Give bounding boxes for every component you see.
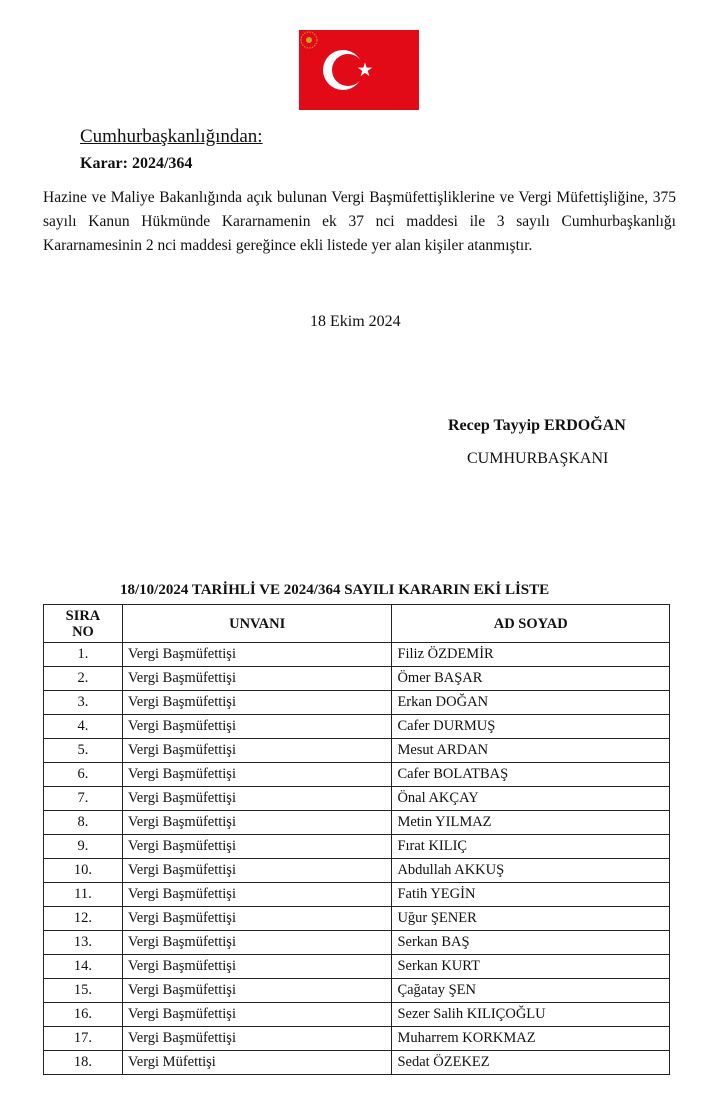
row-number: 17. bbox=[44, 1027, 123, 1051]
row-name: Çağatay ŞEN bbox=[392, 979, 670, 1003]
row-name: Abdullah AKKUŞ bbox=[392, 859, 670, 883]
row-name: Muharrem KORKMAZ bbox=[392, 1027, 670, 1051]
row-number: 4. bbox=[44, 715, 123, 739]
row-number: 5. bbox=[44, 739, 123, 763]
row-name: Fatih YEGİN bbox=[392, 883, 670, 907]
row-number: 3. bbox=[44, 691, 123, 715]
row-name: Önal AKÇAY bbox=[392, 787, 670, 811]
row-name: Sedat ÖZEKEZ bbox=[392, 1051, 670, 1075]
row-title: Vergi Başmüfettişi bbox=[122, 835, 392, 859]
row-number: 8. bbox=[44, 811, 123, 835]
row-title: Vergi Başmüfettişi bbox=[122, 787, 392, 811]
row-name: Sezer Salih KILIÇOĞLU bbox=[392, 1003, 670, 1027]
row-number: 1. bbox=[44, 643, 123, 667]
row-number: 7. bbox=[44, 787, 123, 811]
table-row bbox=[44, 859, 670, 883]
decree-date: 18 Ekim 2024 bbox=[310, 313, 401, 330]
appointment-table bbox=[43, 604, 670, 1075]
table-row bbox=[44, 979, 670, 1003]
signer-name: Recep Tayyip ERDOĞAN bbox=[448, 417, 626, 434]
row-name: Erkan DOĞAN bbox=[392, 691, 670, 715]
row-number: 14. bbox=[44, 955, 123, 979]
row-title: Vergi Başmüfettişi bbox=[122, 955, 392, 979]
table-row bbox=[44, 739, 670, 763]
row-name: Serkan BAŞ bbox=[392, 931, 670, 955]
table-row bbox=[44, 715, 670, 739]
row-number: 16. bbox=[44, 1003, 123, 1027]
table-row bbox=[44, 1051, 670, 1075]
issuer-heading: Cumhurbaşkanlığından: bbox=[80, 126, 263, 147]
table-row bbox=[44, 1003, 670, 1027]
row-name: Uğur ŞENER bbox=[392, 907, 670, 931]
row-number: 13. bbox=[44, 931, 123, 955]
table-row bbox=[44, 643, 670, 667]
row-title: Vergi Başmüfettişi bbox=[122, 1027, 392, 1051]
row-number: 6. bbox=[44, 763, 123, 787]
row-number: 15. bbox=[44, 979, 123, 1003]
row-title: Vergi Başmüfettişi bbox=[122, 859, 392, 883]
row-number: 12. bbox=[44, 907, 123, 931]
row-name: Cafer BOLATBAŞ bbox=[392, 763, 670, 787]
row-title: Vergi Başmüfettişi bbox=[122, 931, 392, 955]
row-number: 10. bbox=[44, 859, 123, 883]
table-header-row bbox=[44, 605, 670, 643]
row-number: 9. bbox=[44, 835, 123, 859]
column-header-name: AD SOYAD bbox=[392, 605, 670, 643]
row-title: Vergi Başmüfettişi bbox=[122, 667, 392, 691]
row-title: Vergi Başmüfettişi bbox=[122, 907, 392, 931]
table-row bbox=[44, 691, 670, 715]
row-title: Vergi Başmüfettişi bbox=[122, 811, 392, 835]
row-name: Filiz ÖZDEMİR bbox=[392, 643, 670, 667]
row-title: Vergi Başmüfettişi bbox=[122, 739, 392, 763]
row-name: Fırat KILIÇ bbox=[392, 835, 670, 859]
row-title: Vergi Başmüfettişi bbox=[122, 979, 392, 1003]
row-name: Mesut ARDAN bbox=[392, 739, 670, 763]
table-row bbox=[44, 667, 670, 691]
row-name: Metin YILMAZ bbox=[392, 811, 670, 835]
annex-list-title: 18/10/2024 TARİHLİ VE 2024/364 SAYILI KARARIN EKİ LİSTE bbox=[120, 582, 550, 598]
row-number: 2. bbox=[44, 667, 123, 691]
row-title: Vergi Başmüfettişi bbox=[122, 643, 392, 667]
decree-number: Karar: 2024/364 bbox=[80, 155, 193, 172]
row-title: Vergi Başmüfettişi bbox=[122, 715, 392, 739]
presidential-seal-icon bbox=[299, 30, 319, 50]
row-name: Ömer BAŞAR bbox=[392, 667, 670, 691]
signer-title: CUMHURBAŞKANI bbox=[467, 450, 609, 467]
table-row bbox=[44, 787, 670, 811]
table-row bbox=[44, 1027, 670, 1051]
table-row bbox=[44, 883, 670, 907]
row-name: Cafer DURMUŞ bbox=[392, 715, 670, 739]
row-title: Vergi Müfettişi bbox=[122, 1051, 392, 1075]
row-title: Vergi Başmüfettişi bbox=[122, 1003, 392, 1027]
turkish-flag-image bbox=[299, 30, 419, 110]
row-title: Vergi Başmüfettişi bbox=[122, 883, 392, 907]
row-title: Vergi Başmüfettişi bbox=[122, 691, 392, 715]
row-number: 18. bbox=[44, 1051, 123, 1075]
table-row bbox=[44, 811, 670, 835]
table-row bbox=[44, 907, 670, 931]
table-row bbox=[44, 931, 670, 955]
table-row bbox=[44, 955, 670, 979]
decree-body: Hazine ve Maliye Bakanlığında açık bulunan Vergi Başmüfettişliklerine ve Vergi Müfettişliğine, 375 sayılı Kanun Hükmünde Kararnamenin ek 37 nci maddesi ile 3 sayılı Cumhurbaşkanlığı Kararnamesinin 2 nci maddesi gereğince ekli listede yer alan kişiler atanmıştır. bbox=[43, 189, 676, 254]
row-name: Serkan KURT bbox=[392, 955, 670, 979]
table-row bbox=[44, 763, 670, 787]
row-title: Vergi Başmüfettişi bbox=[122, 763, 392, 787]
table-row bbox=[44, 835, 670, 859]
column-header-no: SIRA NO bbox=[44, 605, 123, 643]
column-header-title: UNVANI bbox=[122, 605, 392, 643]
row-number: 11. bbox=[44, 883, 123, 907]
